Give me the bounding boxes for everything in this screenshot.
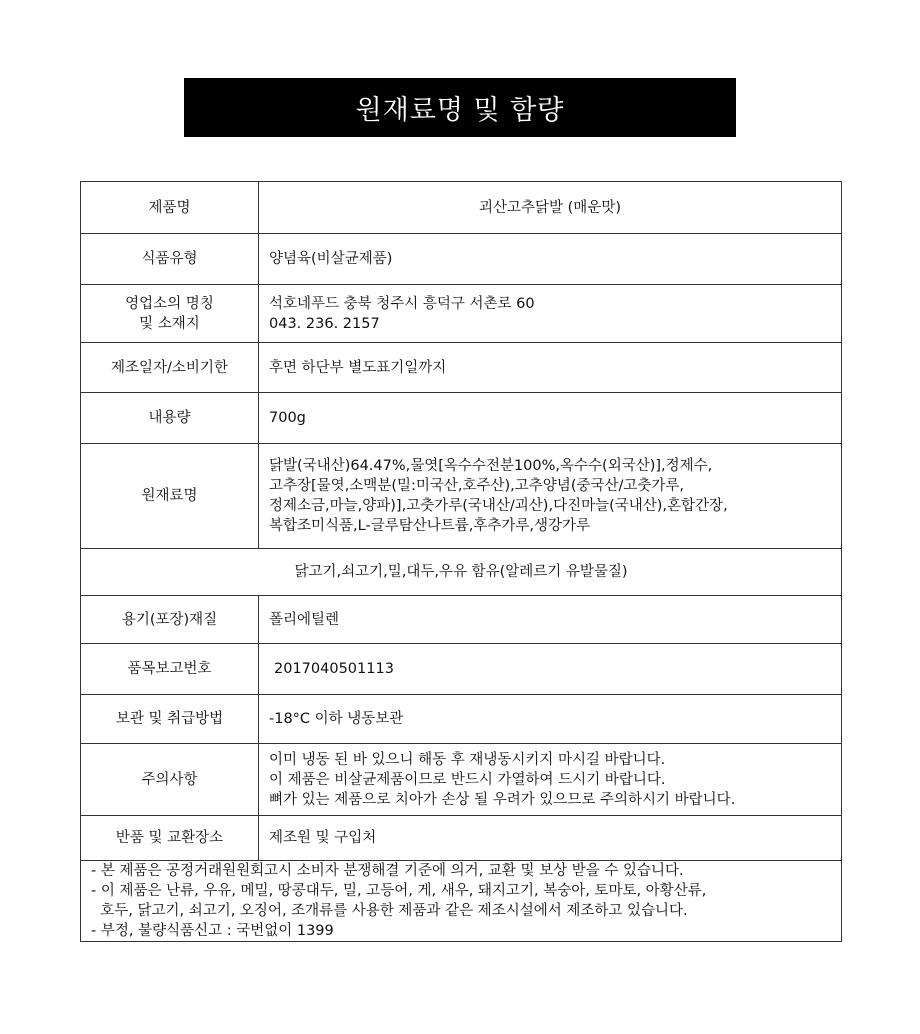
expiry-value: 후면 하단부 별도표기일까지 xyxy=(259,343,842,393)
return-place-value: 제조원 및 구입처 xyxy=(259,816,842,861)
table-row xyxy=(81,695,842,744)
ingredients-line: 고추장[물엿,소맥분(밀:미국산,호주산),고추양념(중국산/고춧가루, xyxy=(269,478,685,494)
note-line: - 부정, 불량식품신고 : 국번없이 1399 xyxy=(91,923,334,939)
phone-line: 043. 236. 2157 xyxy=(269,315,380,332)
table-row xyxy=(81,444,842,549)
food-type-label: 식품유형 xyxy=(81,234,259,285)
caution-line: 이미 냉동 된 바 있으니 해동 후 재냉동시키지 마시길 바랍니다. xyxy=(269,751,666,768)
report-number-text: 2017040501113 xyxy=(274,661,394,677)
product-name-value: 괴산고추닭발 (매운맛) xyxy=(259,182,842,234)
table-row xyxy=(81,816,842,861)
caution-line: 뼈가 있는 제품으로 치아가 손상 될 우려가 있으므로 주의하시기 바랍니다. xyxy=(269,791,736,808)
food-type-value: 양념육(비살균제품) xyxy=(259,234,842,285)
storage-label: 보관 및 취급방법 xyxy=(81,695,259,744)
note-line: - 본 제품은 공정거래원원회고시 소비자 분쟁해결 기준에 의거, 교환 및 보상 받을 수 있습니다. xyxy=(91,863,684,879)
ingredients-line: 복합조미식품,L-글루탐산나트륨,후추가루,생강가루 xyxy=(269,518,591,534)
caution-line: 이 제품은 비살균제품이므로 반드시 가열하여 드시기 바랍니다. xyxy=(269,771,666,788)
expiry-label: 제조일자/소비기한 xyxy=(81,343,259,393)
table-row xyxy=(81,861,842,942)
note-line: - 이 제품은 난류, 우유, 메밀, 땅콩대두, 밀, 고등어, 게, 새우, 돼지고기, 복숭아, 토마토, 아황산류, xyxy=(91,883,707,899)
ingredients-line: 정제소금,마늘,양파)],고춧가루(국내산/괴산),다진마늘(국내산),혼합간장, xyxy=(269,498,728,514)
net-content-value: 700g xyxy=(259,393,842,444)
ingredients-line: 닭발(국내산)64.47%,물엿[옥수수전분100%,옥수수(외국산)],정제수, xyxy=(269,458,713,474)
table-row xyxy=(81,549,842,596)
label-line: 영업소의 명칭 xyxy=(125,295,214,312)
table-row xyxy=(81,182,842,234)
caution-label: 주의사항 xyxy=(81,744,259,816)
note-line: 호두, 닭고기, 쇠고기, 오징어, 조개류를 사용한 제품과 같은 제조시설에서 제조하고 있습니다. xyxy=(91,903,688,919)
table-row xyxy=(81,285,842,343)
ingredients-label: 원재료명 xyxy=(81,444,259,549)
table-row xyxy=(81,644,842,695)
packaging-label: 용기(포장)재질 xyxy=(81,596,259,644)
consumer-notes xyxy=(81,861,842,942)
storage-value: -18°C 이하 냉동보관 xyxy=(259,695,842,744)
packaging-value: 폴리에틸렌 xyxy=(259,596,842,644)
caution-value xyxy=(259,744,842,816)
net-content-label: 내용량 xyxy=(81,393,259,444)
table-row xyxy=(81,343,842,393)
report-number-label: 품목보고번호 xyxy=(81,644,259,695)
table-row xyxy=(81,393,842,444)
business-name-label xyxy=(81,285,259,343)
address-line: 석호네푸드 충북 청주시 흥덕구 서촌로 60 xyxy=(269,295,535,312)
report-number-value xyxy=(259,644,842,695)
table-row xyxy=(81,744,842,816)
table-row xyxy=(81,234,842,285)
ingredients-value xyxy=(259,444,842,549)
business-name-value xyxy=(259,285,842,343)
allergy-notice: 닭고기,쇠고기,밀,대두,우유 함유(알레르기 유발물질) xyxy=(81,549,842,596)
page-title: 원재료명 및 함량 xyxy=(184,78,736,137)
table-row xyxy=(81,596,842,644)
label-line: 및 소재지 xyxy=(139,315,200,332)
return-place-label: 반품 및 교환장소 xyxy=(81,816,259,861)
product-info-table xyxy=(80,181,842,942)
product-name-label: 제품명 xyxy=(81,182,259,234)
